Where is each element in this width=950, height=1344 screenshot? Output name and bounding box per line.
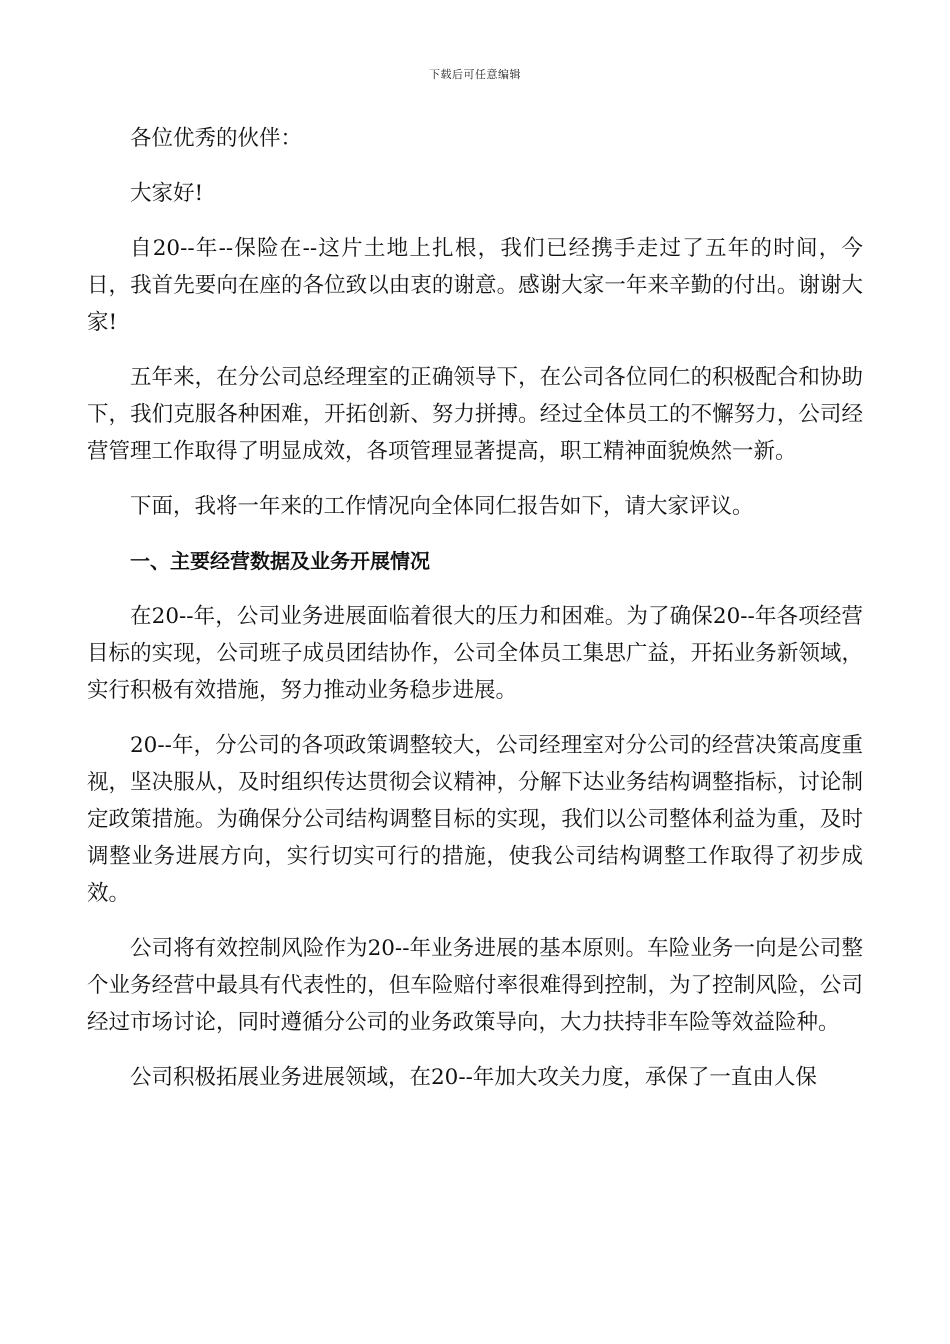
paragraph-5: 20--年，分公司的各项政策调整较大，公司经理室对分公司的经营决策高度重视，坚决服从，及时组织传达贯彻会议精神，分解下达业务结构调整指标，讨论制定政策措施。为确保分公司结构调整目标的实现，我们以公司整体利益为重，及时调整业务进展方向，实行切实可行的措施，使我公司结构调整工作取得了初步成效。: [87, 733, 863, 906]
page-header: 下载后可任意编辑: [429, 68, 521, 81]
greeting: 大家好!: [130, 181, 204, 206]
paragraph-1: 自20--年--保险在--这片土地上扎根，我们已经携手走过了五年的时间，今日，我首先要向在座的各位致以由衷的谢意。感谢大家一年来辛勤的付出。谢谢大家!: [87, 236, 863, 335]
section-heading-1: 一、主要经营数据及业务开展情况: [130, 549, 430, 573]
paragraph-7: 公司积极拓展业务进展领域，在20--年加大攻关力度，承保了一直由人保: [130, 1065, 817, 1090]
paragraph-3: 下面，我将一年来的工作情况向全体同仁报告如下，请大家评议。: [130, 494, 754, 519]
paragraph-4: 在20--年，公司业务进展面临着很大的压力和困难。为了确保20--年各项经营目标的实现，公司班子成员团结协作，公司全体员工集思广益，开拓业务新领域，实行积极有效措施，努力推动业务稳步进展。: [87, 604, 863, 703]
paragraph-2: 五年来，在分公司总经理室的正确领导下，在公司各位同仁的积极配合和协助下，我们克服各种困难，开拓创新、努力拼搏。经过全体员工的不懈努力，公司经营管理工作取得了明显成效，各项管理显著提高，职工精神面貌焕然一新。: [87, 365, 863, 464]
document-body: [87, 120, 863, 1114]
paragraph-6: 公司将有效控制风险作为20--年业务进展的基本原则。车险业务一向是公司整个业务经营中最具有代表性的，但车险赔付率很难得到控制，为了控制风险，公司经过市场讨论，同时遵循分公司的业务政策导向，大力扶持非车险等效益险种。: [87, 936, 863, 1035]
salutation: 各位优秀的伙伴：: [130, 126, 303, 151]
